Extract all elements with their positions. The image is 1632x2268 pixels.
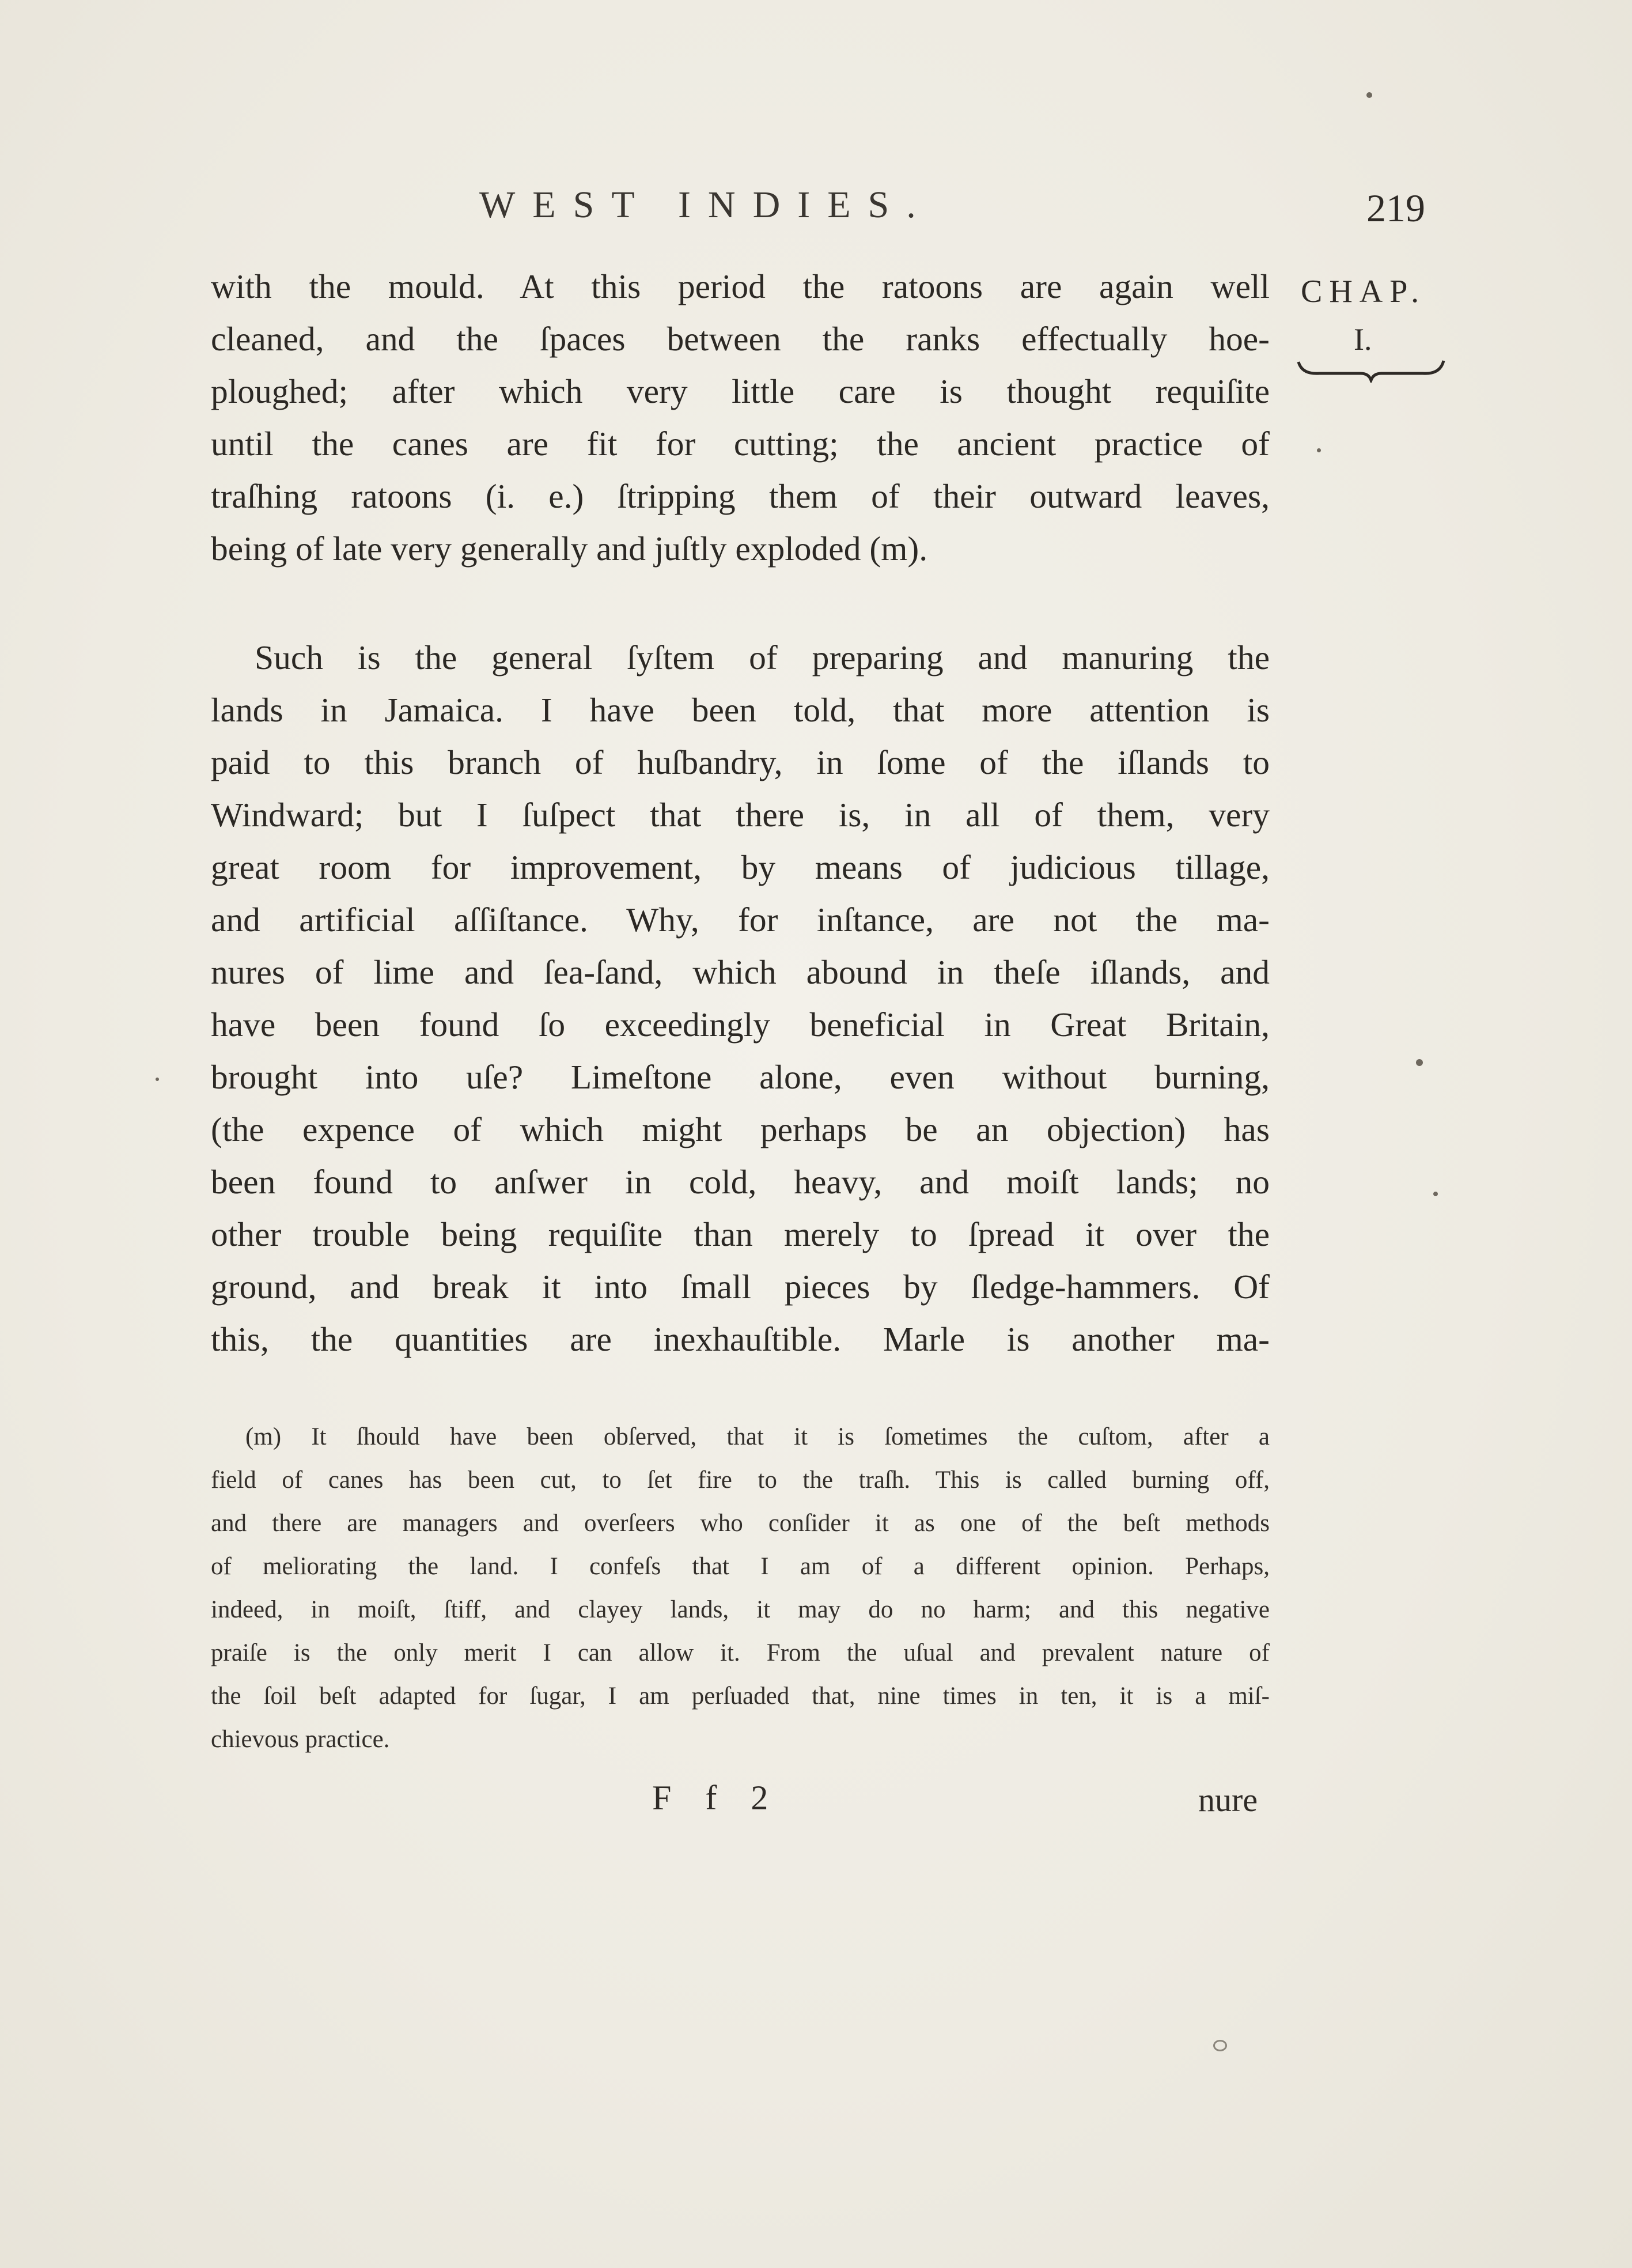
text-line: great room for improvement, by means of judicious tillage,	[211, 848, 1270, 886]
paper-speck	[1416, 1059, 1423, 1066]
text-line: nures of lime and ſea-ſand, which abound in theſe iſlands, and	[211, 953, 1270, 991]
text-line: ground, and break it into ſmall pieces by ſledge-hammers. Of	[211, 1268, 1270, 1306]
chapter-label: CHAP.	[1301, 274, 1426, 309]
paper-speck	[1433, 1192, 1438, 1196]
text-line: this, the quantities are inexhauſtible. Marle is another ma-	[211, 1320, 1270, 1358]
footnote-line: of meliorating the land. I confeſs that I am of a different opinion. Perhaps,	[211, 1553, 1270, 1580]
paper-speck	[1213, 2040, 1227, 2051]
footnote-line: field of canes has been cut, to ſet fire to the traſh. This is called burning off,	[211, 1466, 1270, 1494]
text-line: have been found ſo exceedingly beneficial in Great Britain,	[211, 1006, 1270, 1044]
chapter-brace-icon	[1296, 357, 1446, 383]
footnote-line: praiſe is the only merit I can allow it. From the uſual and prevalent nature of	[211, 1639, 1270, 1666]
catchword: nure	[1198, 1781, 1258, 1819]
paragraph-2	[211, 632, 1270, 1366]
footnote-line: (m) It ſhould have been obſerved, that it is ſometimes the cuſtom, after a	[245, 1423, 1270, 1450]
running-head: WEST INDIES.	[479, 184, 933, 226]
chapter-number: I.	[1354, 322, 1372, 357]
text-line: lands in Jamaica. I have been told, that more attention is	[211, 691, 1270, 729]
text-line: been found to anſwer in cold, heavy, and moiſt lands; no	[211, 1163, 1270, 1201]
paper-speck	[1317, 448, 1321, 452]
footnote-line: chievous practice.	[211, 1726, 390, 1753]
page-number: 219	[1366, 186, 1425, 230]
paper-speck	[156, 1078, 159, 1081]
text-line: and artificial aſſiſtance. Why, for inſtance, are not the ma-	[211, 901, 1270, 939]
text-line: Such is the general ſyſtem of preparing and manuring the	[255, 638, 1270, 676]
text-line: (the expence of which might perhaps be an objection) has	[211, 1110, 1270, 1148]
footnote-line: indeed, in moiſt, ſtiff, and clayey lands, it may do no harm; and this negative	[211, 1596, 1270, 1623]
text-line: until the canes are fit for cutting; the ancient practice of	[211, 425, 1270, 463]
text-line: cleaned, and the ſpaces between the ranks effectually hoe-	[211, 320, 1270, 358]
text-line: traſhing ratoons (i. e.) ſtripping them of their outward leaves,	[211, 477, 1270, 515]
text-line: paid to this branch of huſbandry, in ſome of the iſlands to	[211, 743, 1270, 781]
footnote	[211, 1415, 1270, 1761]
paper-speck	[1366, 92, 1372, 98]
text-line: other trouble being requiſite than merely to ſpread it over the	[211, 1215, 1270, 1253]
footnote-line: and there are managers and overſeers who conſider it as one of the beſt methods	[211, 1510, 1270, 1537]
footnote-line: the ſoil beſt adapted for ſugar, I am perſuaded that, nine times in ten, it is a miſ-	[211, 1683, 1270, 1710]
text-line: Windward; but I ſuſpect that there is, in all of them, very	[211, 796, 1270, 834]
text-line: brought into uſe? Limeſtone alone, even without burning,	[211, 1058, 1270, 1096]
text-line: ploughed; after which very little care is thought requiſite	[211, 372, 1270, 410]
signature-mark: F f 2	[652, 1779, 781, 1817]
paragraph-1	[211, 260, 1270, 575]
text-line: with the mould. At this period the ratoons are again well	[211, 267, 1270, 305]
text-line: being of late very generally and juſtly exploded (m).	[211, 530, 928, 568]
